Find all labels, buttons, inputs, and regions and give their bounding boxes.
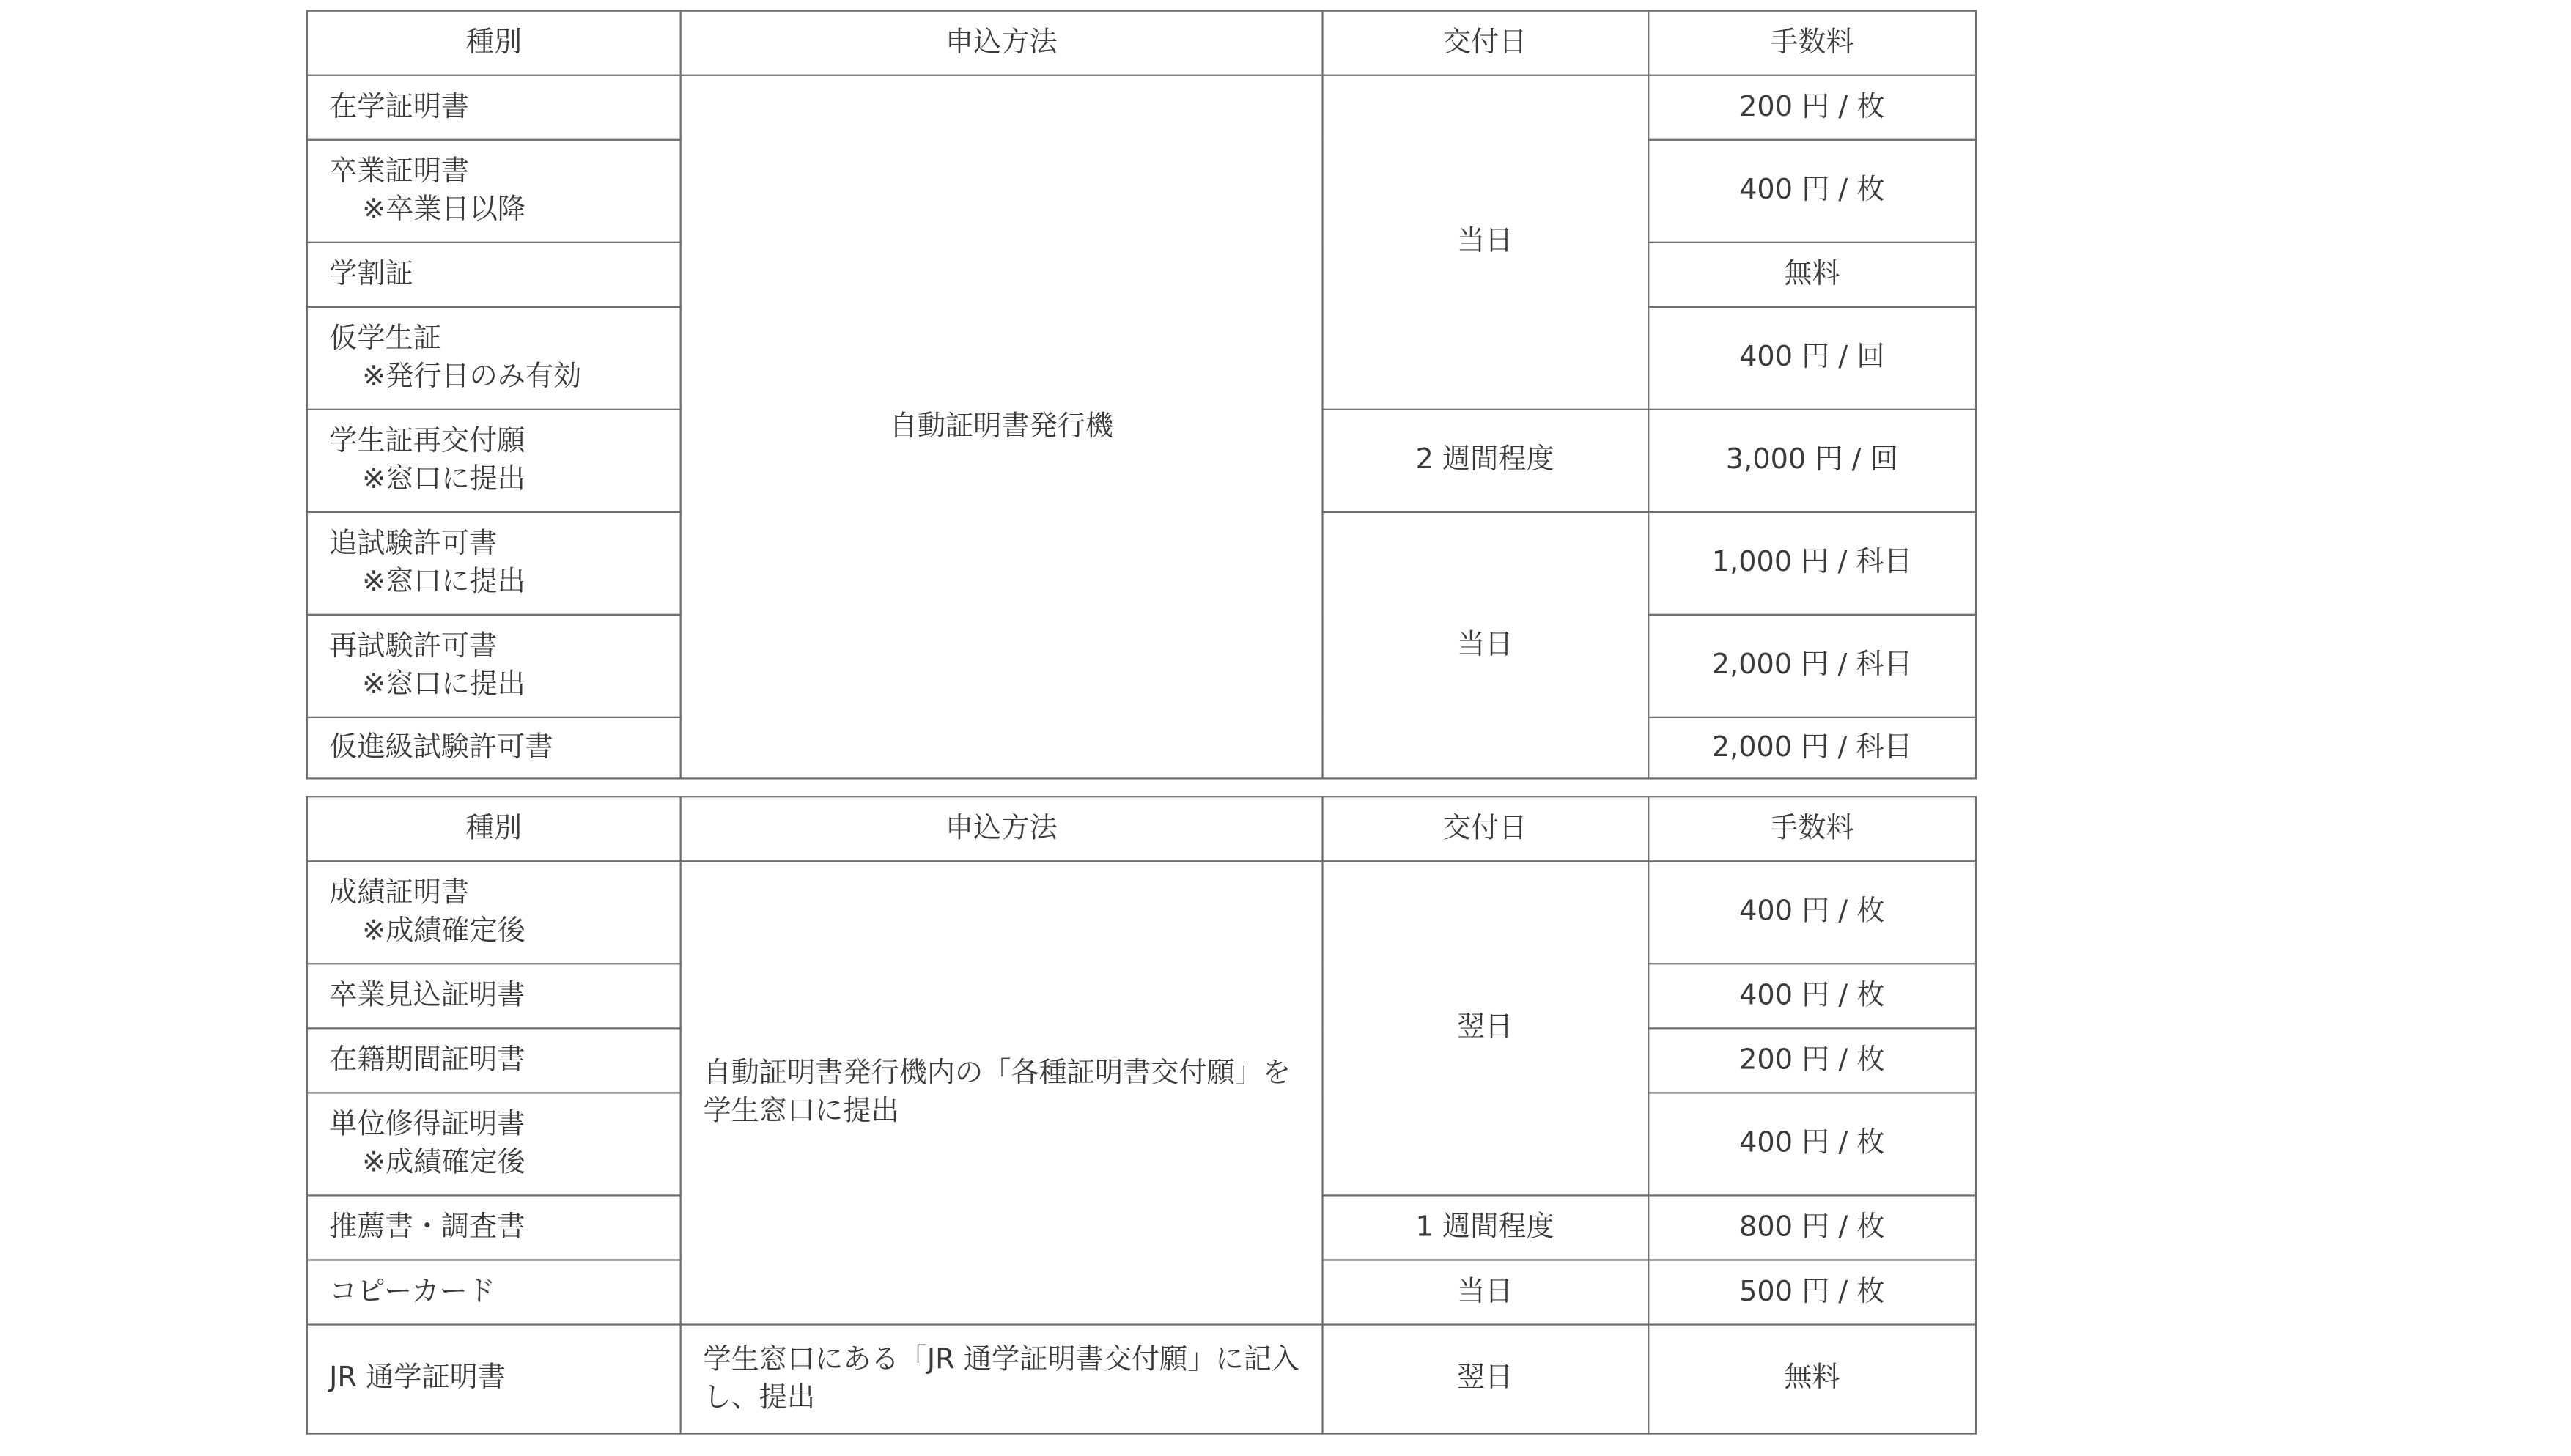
header-method: 申込方法 bbox=[681, 797, 1321, 861]
fee-cell: 400 円 / 枚 bbox=[1648, 1093, 1976, 1195]
type-label: 学生証再交付願 bbox=[329, 424, 525, 458]
type-label: JR 通学証明書 bbox=[329, 1361, 506, 1395]
certificate-fee-table-top bbox=[306, 10, 1977, 780]
header-fee: 手数料 bbox=[1648, 797, 1976, 861]
type-cell bbox=[307, 861, 681, 964]
fee-cell: 200 円 / 枚 bbox=[1648, 75, 1976, 140]
method-cell: 学生窓口にある「JR 通学証明書交付願」に記入し、提出 bbox=[681, 1325, 1321, 1434]
type-label: 再試験許可書 bbox=[329, 629, 498, 663]
type-cell bbox=[307, 615, 681, 717]
table-row bbox=[307, 1325, 1976, 1434]
fee-cell: 400 円 / 回 bbox=[1648, 307, 1976, 410]
type-note: ※窓口に提出 bbox=[362, 462, 525, 496]
issue-date-cell: 翌日 bbox=[1322, 1325, 1648, 1434]
fee-cell: 400 円 / 枚 bbox=[1648, 964, 1976, 1028]
type-cell bbox=[307, 1028, 681, 1093]
fee-cell: 1,000 円 / 科目 bbox=[1648, 512, 1976, 615]
fee-cell: 3,000 円 / 回 bbox=[1648, 410, 1976, 512]
issue-date-cell: 当日 bbox=[1322, 75, 1648, 410]
type-label: 在籍期間証明書 bbox=[329, 1043, 525, 1076]
table-header-row bbox=[307, 11, 1976, 75]
type-note: ※窓口に提出 bbox=[362, 565, 525, 599]
header-fee: 手数料 bbox=[1648, 11, 1976, 75]
table-row bbox=[307, 75, 1976, 140]
type-label: 卒業証明書 bbox=[329, 155, 470, 188]
fee-cell: 400 円 / 枚 bbox=[1648, 861, 1976, 964]
type-label: コピーカード bbox=[329, 1274, 495, 1308]
table-header-row bbox=[307, 797, 1976, 861]
type-label: 単位修得証明書 bbox=[329, 1107, 525, 1141]
type-note: ※成績確定後 bbox=[362, 914, 525, 947]
type-cell bbox=[307, 1325, 681, 1434]
fee-cell: 500 円 / 枚 bbox=[1648, 1260, 1976, 1324]
header-type: 種別 bbox=[307, 797, 681, 861]
issue-date-cell: 1 週間程度 bbox=[1322, 1195, 1648, 1260]
fee-cell: 2,000 円 / 科目 bbox=[1648, 615, 1976, 717]
type-cell bbox=[307, 1260, 681, 1324]
fee-cell: 800 円 / 枚 bbox=[1648, 1195, 1976, 1260]
fee-cell: 無料 bbox=[1648, 243, 1976, 307]
type-cell bbox=[307, 243, 681, 307]
type-label: 追試験許可書 bbox=[329, 527, 498, 561]
type-label: 学割証 bbox=[329, 257, 413, 291]
type-cell bbox=[307, 307, 681, 410]
type-note: ※卒業日以降 bbox=[362, 193, 525, 226]
fee-cell: 200 円 / 枚 bbox=[1648, 1028, 1976, 1093]
type-cell bbox=[307, 512, 681, 615]
type-cell bbox=[307, 717, 681, 779]
issue-date-cell: 2 週間程度 bbox=[1322, 410, 1648, 512]
type-note: ※窓口に提出 bbox=[362, 668, 525, 701]
type-label: 仮学生証 bbox=[329, 322, 441, 355]
type-cell bbox=[307, 410, 681, 512]
type-label: 在学証明書 bbox=[329, 90, 470, 124]
type-cell bbox=[307, 140, 681, 243]
type-label: 仮進級試験許可書 bbox=[329, 730, 553, 764]
issue-date-cell: 当日 bbox=[1322, 512, 1648, 779]
issue-date-cell: 当日 bbox=[1322, 1260, 1648, 1324]
header-type: 種別 bbox=[307, 11, 681, 75]
fee-cell: 2,000 円 / 科目 bbox=[1648, 717, 1976, 779]
header-issue-date: 交付日 bbox=[1322, 797, 1648, 861]
method-cell: 自動証明書発行機内の「各種証明書交付願」を学生窓口に提出 bbox=[681, 861, 1321, 1324]
type-note: ※成績確定後 bbox=[362, 1145, 525, 1179]
fee-cell: 400 円 / 枚 bbox=[1648, 140, 1976, 243]
type-cell bbox=[307, 1093, 681, 1195]
type-label: 成績証明書 bbox=[329, 876, 470, 909]
header-method: 申込方法 bbox=[681, 11, 1321, 75]
header-issue-date: 交付日 bbox=[1322, 11, 1648, 75]
type-label: 卒業見込証明書 bbox=[329, 978, 525, 1012]
method-cell: 自動証明書発行機 bbox=[681, 75, 1321, 779]
type-cell bbox=[307, 1195, 681, 1260]
type-note: ※発行日のみ有効 bbox=[362, 360, 582, 393]
fee-cell: 無料 bbox=[1648, 1325, 1976, 1434]
table-row bbox=[307, 861, 1976, 964]
type-cell bbox=[307, 964, 681, 1028]
issue-date-cell: 翌日 bbox=[1322, 861, 1648, 1195]
type-cell bbox=[307, 75, 681, 140]
certificate-fee-table-bottom bbox=[306, 796, 1977, 1435]
type-label: 推薦書・調査書 bbox=[329, 1210, 525, 1243]
